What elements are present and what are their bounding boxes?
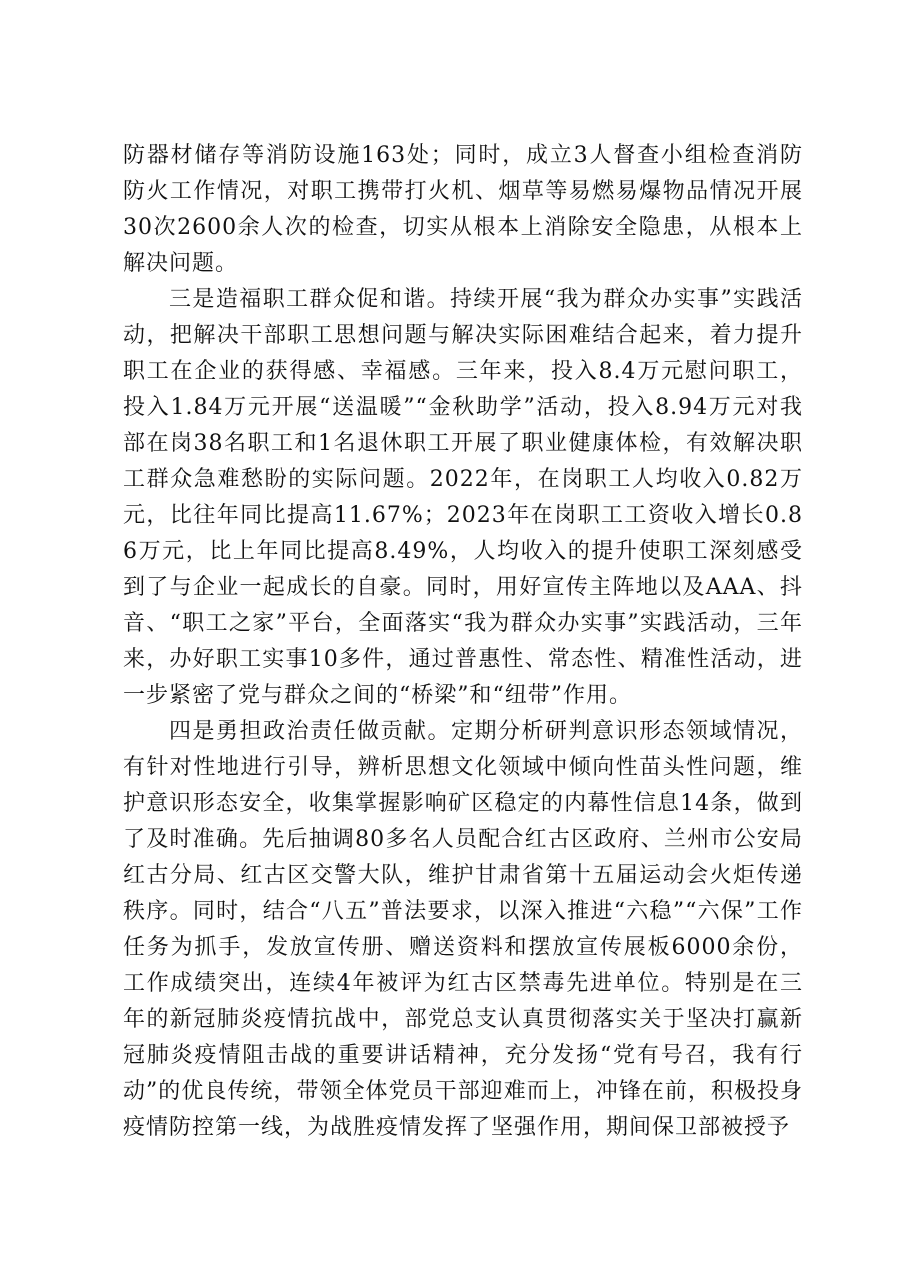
paragraph-fire-safety-continuation: 防器材储存等消防设施163处；同时，成立3人督查小组检查消防防火工作情况，对职工携带打火机、烟草等易燃易爆物品情况开展30次2600余人次的检查，切实从根本上消除安全隐患，从根本上解决问题。	[123, 143, 803, 276]
paragraph-political-responsibility: 四是勇担政治责任做贡献。定期分析研判意识形态领域情况，有针对性地进行引导，辨析思想文化领域中倾向性苗头性问题，维护意识形态安全，收集掌握影响矿区稳定的内幕性信息14条，做到了及时准确。先后抽调80多名人员配合红古区政府、兰州市公安局红古分局、红古区交警大队，维护甘肃省第十五届运动会火炬传递秩序。同时，结合“八五”普法要求，以深入推进“六稳”“六保”工作任务为抓手，发放宣传册、赠送资料和摆放宣传展板6000余份，工作成绩突出，连续4年被评为红古区禁毒先进单位。特别是在三年的新冠肺炎疫情抗战中，部党总支认真贯彻落实关于坚决打赢新冠肺炎疫情阻击战的重要讲话精神，充分发扬“党有号召，我有行动”的优良传统，带领全体党员干部迎难而上，冲锋在前，积极投身疫情防控第一线，为战胜疫情发挥了坚强作用，期间保卫部被授予	[123, 719, 803, 1140]
document-body	[123, 138, 803, 1146]
paragraph-benefiting-workers: 三是造福职工群众促和谐。持续开展“我为群众办实事”实践活动，把解决干部职工思想问题与解决实际困难结合起来，着力提升职工在企业的获得感、幸福感。三年来，投入8.4万元慰问职工，投入1.84万元开展“送温暖”“金秋助学”活动，投入8.94万元对我部在岗38名职工和1名退休职工开展了职业健康体检，有效解决职工群众急难愁盼的实际问题。2022年，在岗职工人均收入0.82万元，比往年同比提高11.67%；2023年在岗职工工资收入增长0.86万元，比上年同比提高8.49%，人均收入的提升使职工深刻感受到了与企业一起成长的自豪。同时，用好宣传主阵地以及AAA、抖音、“职工之家”平台，全面落实“我为群众办实事”实践活动，三年来，办好职工实事10多件，通过普惠性、常态性、精准性活动，进一步紧密了党与群众之间的“桥梁”和“纽带”作用。	[123, 287, 803, 708]
